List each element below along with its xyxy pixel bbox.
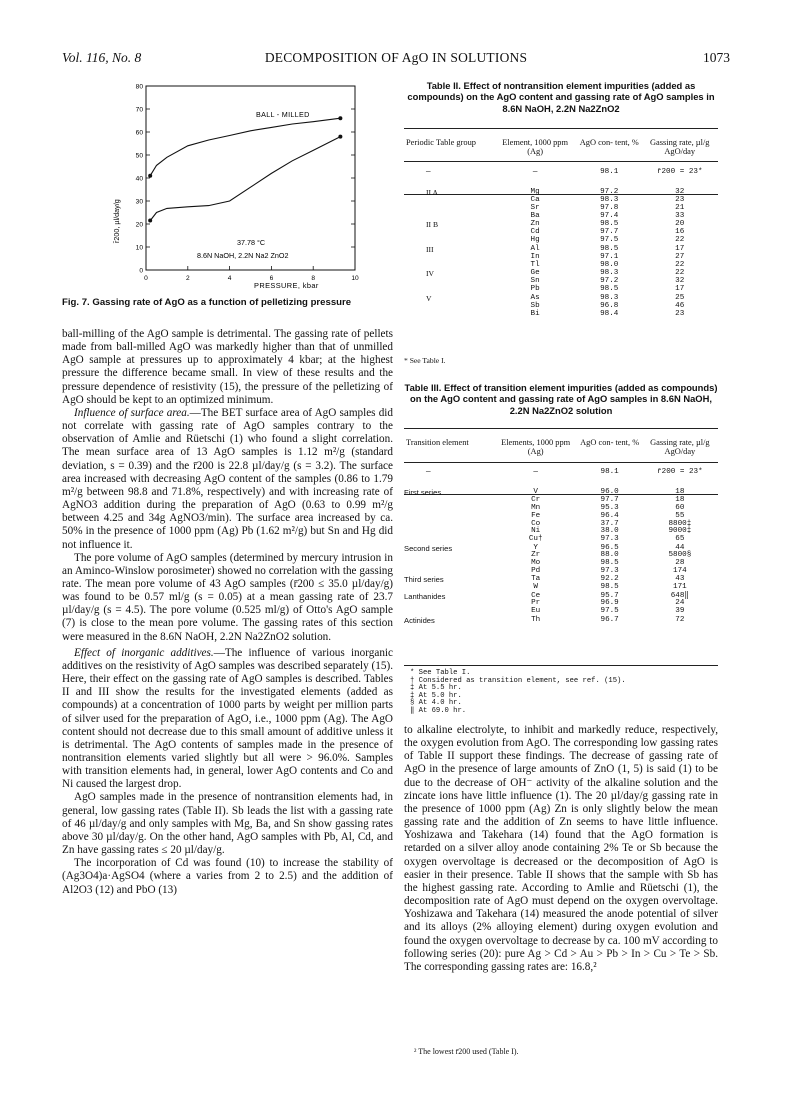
table-footnote: ‡ At 5.5 hr. bbox=[410, 684, 462, 693]
content-cell: 97.3 bbox=[600, 567, 619, 576]
rate-cell: 18 bbox=[675, 487, 685, 496]
table-3 bbox=[404, 438, 718, 625]
rate-cell: 22 bbox=[675, 236, 685, 245]
table-row bbox=[404, 593, 718, 601]
table-row bbox=[404, 528, 718, 536]
element-cell: Th bbox=[531, 615, 541, 624]
element-cell: Ba bbox=[530, 211, 540, 220]
content-cell: 97.5 bbox=[600, 607, 619, 616]
group-cell bbox=[404, 497, 494, 505]
left-column-text bbox=[62, 328, 393, 897]
x-tick-label: 4 bbox=[227, 275, 232, 282]
table-3-footnotes bbox=[410, 670, 626, 716]
content-cell: 97.2 bbox=[600, 187, 619, 196]
group-cell bbox=[404, 600, 494, 608]
element-cell: In bbox=[530, 252, 540, 261]
paragraph: to alkaline electrolyte, to inhibit and markedly reduce, respectively, the oxygen evolution from AgO. The corresponding low gassing rates of Table II support these findings. The decrease of gassing rate of AgO in the presence of large amounts of ZnO (1, 5) is said (1) to be due to the decrease of OH⁻ activity of the alkaline solution and the zincate ions have little influence (1). The 20 µl/day/g gassing rate in the presence of 1000 ppm (Ag) Zn is only slightly below the mean gassing rate and the addition of Zn seems to have little influence. Yoshizawa and Takehara (14) found that the AgO formation is retarded on a silver alloy anode containing 2% Te or Sb because the oxygen overvoltage is decreased or the decomposition of AgO is easier in their presence. Table II shows that the sample with Sb has the highest gassing rate. According to Amlie and Rüetschi (1), the decomposition rate of AgO must depend on the oxygen overvoltage. Yoshizawa and Takehara (14) measured the anode potential of silver and its alloys (2% alloying element) during oxygen evolution and found the oxygen overvoltage to decrease by ca. 100 mV according to following series (20): pure Ag > Cd > Au > Pb > In > Cu > Te > Sb. The corresponding gassing rates are: 16.8,² bbox=[404, 724, 718, 973]
table-2-footnote: * See Table I. bbox=[404, 356, 446, 365]
table-row bbox=[404, 229, 718, 237]
content-cell: 88.0 bbox=[600, 551, 619, 560]
spacer-row bbox=[404, 477, 718, 489]
content-cell: 97.7 bbox=[600, 495, 619, 504]
group-cell bbox=[404, 513, 494, 521]
rate-cell: 18 bbox=[675, 495, 685, 504]
y-tick-label: 30 bbox=[135, 198, 143, 206]
spacer-row bbox=[404, 319, 718, 320]
data-point bbox=[148, 174, 152, 178]
table-footnote: ‡ At 5.0 hr. bbox=[410, 691, 462, 700]
table-row bbox=[404, 246, 718, 254]
page-footnote: ² The lowest r̄200 used (Table I). bbox=[414, 1047, 519, 1056]
table-row bbox=[404, 197, 718, 205]
table-row bbox=[404, 497, 718, 505]
y-tick-label: 70 bbox=[135, 106, 143, 114]
table-header-row bbox=[404, 138, 718, 156]
table-row bbox=[404, 270, 718, 278]
y-tick-label: 50 bbox=[135, 152, 143, 160]
element-cell: W bbox=[533, 583, 538, 592]
rate-cell: 648‖ bbox=[670, 591, 689, 600]
series-line-1 bbox=[150, 118, 340, 176]
column-header: Element, 1000 ppm (Ag) bbox=[502, 138, 569, 156]
rate-cell: 23 bbox=[675, 195, 685, 204]
table-cell: 98.1 bbox=[600, 168, 619, 176]
group-cell bbox=[404, 528, 494, 536]
element-cell: Tl bbox=[530, 260, 540, 269]
content-cell: 98.3 bbox=[600, 195, 619, 204]
y-tick-label: 60 bbox=[135, 129, 143, 137]
table-row bbox=[404, 213, 718, 221]
group-cell bbox=[404, 303, 493, 311]
rate-cell: 5800§ bbox=[668, 551, 692, 560]
section-heading: Effect of inorganic additives. bbox=[74, 646, 214, 659]
content-cell: 98.5 bbox=[600, 285, 619, 294]
group-cell bbox=[404, 205, 493, 213]
rate-cell: 23 bbox=[675, 309, 685, 318]
rate-cell: 39 bbox=[675, 607, 685, 616]
rate-cell: 17 bbox=[675, 244, 685, 253]
reference-row bbox=[404, 469, 718, 477]
content-cell: 98.5 bbox=[600, 559, 619, 568]
paragraph: AgO samples made in the presence of nontransition elements had, in general, low gassing rates (Table II). Sb leads the list with a gassing rate of 46 µl/day/g and only samples with Mg, Ba, and Sn show gassing rates above 30 µl/day/g. On the other hand, AgO samples with Pb, Al, Cd, and Zn have gassing rates ≤ 20 µl/day/g. bbox=[62, 791, 393, 857]
series-label-ball-milled: BALL - MILLED bbox=[256, 110, 310, 119]
group-cell bbox=[404, 521, 494, 529]
figure-caption: Fig. 7. Gassing rate of AgO as a function of pelletizing pressure bbox=[62, 297, 352, 308]
content-cell: 97.4 bbox=[600, 211, 619, 220]
table-row bbox=[404, 254, 718, 262]
rate-cell: 65 bbox=[675, 535, 685, 544]
rate-cell: 9000‡ bbox=[668, 527, 692, 536]
x-tick-label: 2 bbox=[185, 275, 190, 282]
rate-cell: 60 bbox=[675, 503, 685, 512]
right-column-text bbox=[404, 724, 718, 974]
x-tick-label: 6 bbox=[269, 275, 274, 282]
group-cell bbox=[404, 311, 493, 319]
page-number: 1073 bbox=[703, 50, 730, 65]
rate-cell: 32 bbox=[675, 277, 685, 286]
table-row bbox=[404, 237, 718, 245]
table-cell: — bbox=[532, 168, 538, 176]
chart-series bbox=[148, 116, 342, 222]
y-tick-label: 10 bbox=[135, 244, 143, 252]
table-rule bbox=[404, 665, 718, 666]
group-cell: Lanthanides bbox=[404, 591, 446, 601]
element-cell: Mn bbox=[531, 503, 541, 512]
group-cell: III bbox=[426, 244, 434, 254]
running-title: DECOMPOSITION OF AgO IN SOLUTIONS bbox=[264, 50, 528, 65]
content-cell: 98.5 bbox=[600, 583, 619, 592]
content-cell: 95.3 bbox=[600, 503, 619, 512]
table-row bbox=[404, 617, 718, 625]
paragraph: The incorporation of Cd was found (10) to increase the stability of (Ag3O4)a·AgSO4 (where a varies from 2 to 2.5) and the addition of Al2O3 (12) and PbO (13) bbox=[62, 857, 393, 896]
table-row bbox=[404, 278, 718, 286]
series-line-2 bbox=[150, 137, 340, 221]
rate-cell: 16 bbox=[675, 228, 685, 237]
table-row bbox=[404, 221, 718, 229]
table-2 bbox=[404, 138, 718, 319]
content-cell: 96.8 bbox=[600, 301, 619, 310]
data-point bbox=[148, 219, 152, 223]
element-cell: Bi bbox=[530, 309, 540, 318]
element-cell: Fe bbox=[531, 511, 541, 520]
content-cell: 97.8 bbox=[600, 203, 619, 212]
element-cell: Sb bbox=[530, 301, 540, 310]
element-cell: Pr bbox=[531, 599, 541, 608]
table-cell: — bbox=[533, 468, 538, 476]
table-row bbox=[404, 205, 718, 213]
group-cell bbox=[404, 286, 493, 294]
table-row bbox=[404, 262, 718, 270]
spacer bbox=[404, 319, 718, 320]
group-cell: IV bbox=[426, 269, 435, 279]
group-cell: Second series bbox=[404, 543, 453, 553]
content-cell: 98.4 bbox=[600, 309, 619, 318]
rate-cell: 33 bbox=[675, 211, 685, 220]
group-cell: II A bbox=[426, 187, 439, 197]
element-cell: As bbox=[530, 293, 540, 302]
column-header: AgO con- tent, % bbox=[580, 438, 640, 447]
y-tick-label: 0 bbox=[139, 267, 143, 275]
table-3-caption: Table III. Effect of transition element impurities (added as compounds) on the AgO content and gassing rate of AgO samples in 8.6N NaOH, 2.2N Na2ZnO2 solution bbox=[404, 382, 718, 416]
content-cell: 97.3 bbox=[600, 535, 619, 544]
element-cell: Eu bbox=[531, 607, 541, 616]
column-header: Transition element bbox=[406, 438, 469, 447]
element-cell: Ca bbox=[530, 195, 540, 204]
group-cell: II B bbox=[426, 220, 439, 230]
content-cell: 37.7 bbox=[600, 519, 619, 528]
element-cell: Zr bbox=[531, 551, 541, 560]
element-cell: Zn bbox=[530, 220, 540, 229]
table-cell: — bbox=[426, 468, 431, 476]
annotation-temperature: 37.78 °C bbox=[237, 238, 266, 247]
rate-cell: 24 bbox=[675, 599, 685, 608]
rate-cell: 46 bbox=[675, 301, 685, 310]
element-cell: Mg bbox=[530, 187, 540, 196]
group-cell bbox=[404, 505, 494, 513]
content-cell: 97.2 bbox=[600, 277, 619, 286]
column-header: Elements, 1000 ppm (Ag) bbox=[501, 438, 571, 456]
section-heading: Influence of surface area. bbox=[74, 406, 190, 419]
element-cell: V bbox=[533, 487, 538, 496]
element-cell: Pb bbox=[530, 285, 540, 294]
rate-cell: 44 bbox=[675, 543, 685, 552]
paragraph: Effect of inorganic additives.—The influence of various inorganic additives on the resistivity of AgO samples was described separately (15). Here, their effect on the gassing rate of AgO samples is described. Tables II and III show the results for the investigated elements (added as compounds) at a concentration of 1000 parts by weight per million parts of silver used for the preparation of AgO, i.e., 1000 ppm (Ag). The AgO content should not decrease due to this small amount of additive unless it is detrimental. The AgO contents of samples made in the presence of nontransition elements varied slightly but all were > 96.0%. Samples with transition elements had, in general, lower AgO contents and Co and Ni caused the largest drop. bbox=[62, 646, 393, 791]
element-cell: Hg bbox=[530, 236, 540, 245]
element-cell: Cu† bbox=[528, 535, 543, 544]
y-tick-label: 80 bbox=[135, 83, 143, 91]
element-cell: Al bbox=[530, 244, 540, 253]
column-header: AgO con- tent, % bbox=[579, 138, 639, 147]
rate-cell: 32 bbox=[675, 187, 685, 196]
x-tick-label: 0 bbox=[144, 275, 148, 282]
content-cell: 98.5 bbox=[600, 220, 619, 229]
table-rule bbox=[404, 128, 718, 129]
table-footnote: § At 4.0 hr. bbox=[410, 699, 462, 708]
table-row bbox=[404, 608, 718, 616]
rate-cell: 174 bbox=[673, 567, 687, 576]
rate-cell: 171 bbox=[673, 583, 687, 592]
table-row bbox=[404, 576, 718, 584]
rate-cell: 72 bbox=[675, 615, 685, 624]
element-cell: Cr bbox=[531, 495, 541, 504]
journal-volume: Vol. 116, No. 8 bbox=[62, 50, 142, 65]
data-point bbox=[338, 116, 342, 120]
table-row bbox=[404, 552, 718, 560]
group-cell: First series bbox=[404, 487, 442, 497]
table-footnote: ‖ At 69.0 hr. bbox=[410, 706, 467, 715]
element-cell: Ni bbox=[531, 527, 541, 536]
table-2-caption: Table II. Effect of nontransition element impurities (added as compounds) on the AgO content and gassing rate of AgO samples in 8.6N NaOH, 2.2N Na2ZnO2 bbox=[407, 80, 715, 114]
table-row bbox=[404, 311, 718, 319]
content-cell: 98.5 bbox=[600, 244, 619, 253]
data-point bbox=[338, 135, 342, 139]
spacer bbox=[404, 477, 718, 489]
rate-cell: 8800‡ bbox=[668, 519, 692, 528]
x-axis-label: PRESSURE, kbar bbox=[254, 281, 319, 290]
x-tick-label: 10 bbox=[351, 275, 359, 282]
figure-7-chart bbox=[96, 78, 396, 292]
element-cell: Co bbox=[531, 519, 541, 528]
group-cell bbox=[404, 229, 493, 237]
content-cell: 92.2 bbox=[600, 575, 619, 584]
table-row bbox=[404, 189, 718, 197]
column-header: Gassing rate, µl/g AgO/day bbox=[650, 438, 710, 456]
content-cell: 98.3 bbox=[600, 293, 619, 302]
group-cell bbox=[404, 278, 493, 286]
rate-cell: 25 bbox=[675, 293, 685, 302]
group-cell bbox=[404, 237, 493, 245]
table-cell: 98.1 bbox=[600, 468, 619, 476]
table-row bbox=[404, 560, 718, 568]
element-cell: Cd bbox=[530, 228, 540, 237]
content-cell: 96.4 bbox=[600, 511, 619, 520]
table-cell: — bbox=[426, 168, 431, 176]
table-row bbox=[404, 505, 718, 513]
paragraph: The pore volume of AgO samples (determined by mercury intrusion in an Aminco-Winslow porosimeter) showed no correlation with the gassing rate. The mean pore volume of 43 AgO samples (r̄200 ≤ 35.0 µl/day/g) was found to be 0.57 ml/g (s = 0.05) at a mean gassing rate of 23.7 µl/day/g (s = 4.5). The pore volume (0.525 ml/g) of Otto's AgO sample (7) is close to the mean pore volume. The gassing rates of this section were measured in the 8.6N NaOH, 2.2N Na2ZnO2 solution. bbox=[62, 551, 393, 643]
group-cell: V bbox=[426, 293, 432, 303]
content-cell: 96.7 bbox=[600, 615, 619, 624]
content-cell: 97.5 bbox=[600, 236, 619, 245]
content-cell: 98.0 bbox=[600, 260, 619, 269]
group-cell bbox=[404, 552, 494, 560]
content-cell: 98.3 bbox=[600, 269, 619, 278]
rate-cell: 22 bbox=[675, 260, 685, 269]
table-header-row bbox=[404, 438, 718, 456]
content-cell: 96.5 bbox=[600, 543, 619, 552]
content-cell: 96.9 bbox=[600, 599, 619, 608]
group-cell bbox=[404, 213, 493, 221]
table-rule bbox=[404, 428, 718, 429]
element-cell: Ce bbox=[531, 591, 541, 600]
y-axis-label: r̄200, µl/day/g bbox=[112, 199, 121, 243]
paragraph: Influence of surface area.—The BET surface area of AgO samples did not correlate with gassing rate of AgO samples contrary to the observation of Amlie and Rüetschi (1) who found a slight correlation. The mean surface area of 13 AgO samples is 1.12 m²/g (standard deviation, s = 0.39) and the r̄200 is 22.8 µl/day/g (s = 3.2). The surface area increased with decreasing AgO content of the samples (0.86 to 1.79 m²/g between 98.8 and 71.8%, respectively) and with increasing rate of AgNO3 addition during the preparation of AgO (0.63 to 0.99 m²/g between 4.25 and 34g AgNO3/min). The surface area increased by ca. 50% in the presence of 1000 ppm (Ag) Pb (1.62 m²/g) but Sn and Hg did not influence it. bbox=[62, 406, 393, 551]
table-cell: r̄200 = 23* bbox=[657, 468, 703, 476]
table-row bbox=[404, 295, 718, 303]
rate-cell: 43 bbox=[675, 575, 685, 584]
rate-cell: 20 bbox=[675, 220, 685, 229]
annotation-solution: 8.6N NaOH, 2.2N Na2 ZnO2 bbox=[197, 251, 289, 260]
table-cell: r̄200 = 23* bbox=[656, 168, 703, 176]
rate-cell: 27 bbox=[675, 252, 685, 261]
y-tick-label: 40 bbox=[135, 175, 143, 183]
element-cell: Ge bbox=[530, 269, 540, 278]
content-cell: 96.0 bbox=[600, 487, 619, 496]
y-tick-label: 20 bbox=[135, 221, 143, 229]
group-cell: Third series bbox=[404, 575, 444, 585]
spacer bbox=[404, 177, 718, 189]
running-header bbox=[62, 50, 730, 70]
column-header: Gassing rate, µl/g AgO/day bbox=[649, 138, 710, 156]
content-cell: 95.7 bbox=[600, 591, 619, 600]
element-cell: Y bbox=[533, 543, 538, 552]
rate-cell: 55 bbox=[675, 511, 685, 520]
element-cell: Mo bbox=[531, 559, 541, 568]
table-footnote: * See Table I. bbox=[410, 669, 471, 677]
group-cell bbox=[404, 197, 493, 205]
table-row bbox=[404, 489, 718, 497]
table-footnote: † Considered as transition element, see ref. (15). bbox=[410, 676, 626, 685]
spacer-row bbox=[404, 177, 718, 189]
element-cell: Sn bbox=[530, 277, 540, 286]
content-cell: 97.7 bbox=[600, 228, 619, 237]
table-row bbox=[404, 303, 718, 311]
group-cell bbox=[404, 254, 493, 262]
content-cell: 97.1 bbox=[600, 252, 619, 261]
rate-cell: 22 bbox=[675, 269, 685, 278]
column-header: Periodic Table group bbox=[406, 138, 476, 147]
group-cell bbox=[404, 262, 493, 270]
table-row bbox=[404, 286, 718, 294]
rate-cell: 21 bbox=[675, 203, 685, 212]
x-tick-label: 8 bbox=[311, 275, 316, 282]
element-cell: Ta bbox=[531, 575, 541, 584]
content-cell: 38.0 bbox=[600, 527, 619, 536]
element-cell: Sr bbox=[530, 203, 540, 212]
table-row bbox=[404, 600, 718, 608]
paragraph: ball-milling of the AgO sample is detrimental. The gassing rate of pellets made from ball-milled AgO was markedly higher than that of unmilled AgO sample at pressures up to approximately 4 kbar; at the highest pressure the difference became small. In view of these results and the pressure dependence of resistivity (15), the pressure of the pelletizing of AgO should be kept to an optimized minimum. bbox=[62, 328, 393, 406]
group-cell bbox=[404, 560, 494, 568]
element-cell: Pd bbox=[531, 567, 541, 576]
rate-cell: 17 bbox=[675, 285, 685, 294]
rate-cell: 28 bbox=[675, 559, 685, 568]
group-cell: Actinides bbox=[404, 615, 435, 625]
reference-row bbox=[404, 169, 718, 177]
table-row bbox=[404, 568, 718, 576]
